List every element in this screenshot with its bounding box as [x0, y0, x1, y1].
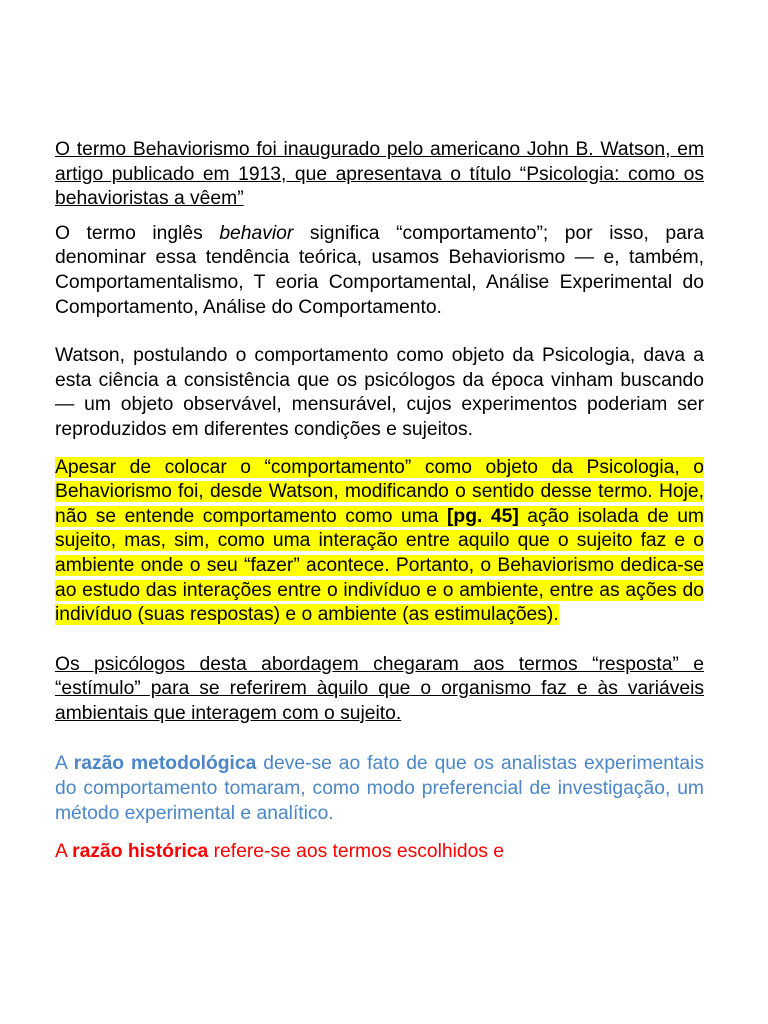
paragraph-watson: Watson, postulando o comportamento como objeto da Psicologia, dava a esta ciência a consistência que os psicólogos da época vinham buscando — um objeto observável, mensurável, cujos experimentos poderiam ser reproduzidos em diferentes condições e sujeitos. [55, 345, 704, 440]
text-segment: refere-se aos termos escolhidos e [208, 841, 505, 863]
text-segment: deve-se ao fato de que os analistas experimentais do comportamento tomaram, como modo preferencial de investigação, um método experimental e analítico. [55, 753, 704, 824]
paragraph-methodological-reason [55, 752, 704, 826]
paragraph-intro: O termo Behaviorismo foi inaugurado pelo americano John B. Watson, em artigo publicado em 1913, que apresentava o título “Psicologia: como os behavioristas a vêem” [55, 139, 704, 210]
paragraph-terms: Os psicólogos desta abordagem chegaram aos termos “resposta” e “estímulo” para se referirem àquilo que o organismo faz e às variáveis ambientais que interagem com o sujeito. [55, 653, 704, 724]
text-segment: A [55, 841, 73, 863]
page-marker: [pg. 45] [447, 505, 519, 527]
paragraph-highlighted [55, 456, 704, 628]
text-segment: O termo inglês [55, 222, 220, 244]
italic-term: behavior [219, 222, 294, 244]
text-segment: Apesar de colocar o “comportamento” como objeto da Psicologia, o Behaviorismo foi, desde Watson, modificando o sentido desse termo. Hoje, não se entende comportamento como uma [55, 456, 704, 527]
bold-term: razão metodológica [73, 753, 257, 775]
highlighted-text [55, 457, 704, 626]
text-segment: A [55, 753, 74, 775]
text-segment: ação isolada de um sujeito, mas, sim, como uma interação entre aquilo que o sujeito faz e o ambiente onde o seu “fazer” acontece. Portanto, o Behaviorismo dedica-se ao estudo das interações entre o indivíduo e o ambiente, entre as ações do indivíduo (suas respostas) e o ambiente (as estimulações). [55, 505, 704, 626]
paragraph-historical-reason [55, 840, 704, 865]
bold-term: razão histórica [72, 841, 209, 863]
text-segment: significa “comportamento”; por isso, para denominar essa tendência teórica, usamos Behaviorismo — e, também, Comportamentalismo, T eoria Comportamental, Análise Experimental do Comportamento, Análise do Comportamento. [55, 222, 704, 318]
paragraph-behavior-meaning [55, 222, 704, 320]
